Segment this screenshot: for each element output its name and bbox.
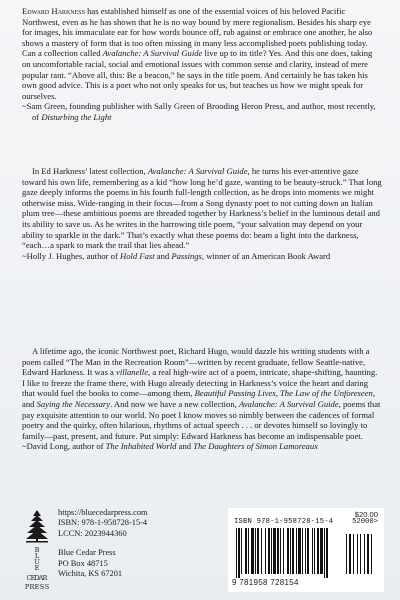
svg-text:B: B — [34, 546, 40, 554]
barcode-bar — [317, 528, 319, 574]
barcode-addon-bar — [346, 534, 347, 574]
attribution-title: Hold Fast — [119, 250, 155, 261]
barcode-bar — [255, 528, 256, 574]
svg-text:S: S — [39, 583, 45, 591]
barcode-box — [228, 508, 384, 592]
barcode-bar — [277, 528, 279, 574]
barcode-bar — [280, 528, 281, 574]
attribution-title: The Daughters of Simon Lamoreaux — [193, 441, 318, 452]
publisher-city: Wichita, KS 67201 — [58, 569, 123, 579]
barcode-digits: 9 781958 728154 — [232, 578, 299, 587]
barcode-addon-bar — [360, 534, 361, 574]
publisher-lccn: LCCN: 2023944360 — [58, 528, 127, 538]
barcode-bar — [307, 528, 309, 574]
svg-text:R: R — [29, 583, 35, 591]
barcode-bar — [241, 528, 242, 574]
book-title: Avalanche: A Survival Guide — [102, 48, 203, 59]
svg-text:E: E — [34, 583, 40, 591]
barcode-bar — [257, 528, 259, 574]
blurb-attribution — [22, 101, 382, 122]
blurb-text: , he turns his ever-attentive gaze toward his own life, remembering as a kid “how long he’d gaze, wanting to be beauty-struck.” That long gaze deeply informs the poems in his fourth full-length collection, as he drops into moments we might otherwise miss. Wide-ranging in their focus—from a Song dynasty poet to not cutting down an Italian plum tree—these ambitious poems are threaded together by Harkness’s belief in the luminous detail and its ability to save us. As he writes in the harrowing title poem, “your salvation may depend on your ability to sparkle in the dark.” That’s exactly what these poems do: beam a light into the darkness, “each…a spark to mark the trail that lies ahead.” — [22, 166, 382, 251]
publisher-info — [58, 508, 148, 579]
barcode-addon-bar — [349, 534, 351, 574]
conjunction: , and — [22, 388, 375, 409]
barcode-bar — [324, 528, 325, 578]
attribution-text: , winner of an American Book Award — [201, 250, 331, 261]
attribution-text: ~David Long, author of — [22, 441, 106, 452]
barcode-addon-bar — [364, 534, 365, 574]
barcode-bar — [283, 528, 284, 574]
attribution-text: ~Sam Green, founding publisher with Sally Green of Brooding Heron Press, and author, most recently, of — [22, 101, 376, 122]
svg-text:L: L — [34, 552, 40, 560]
attribution-text: and — [176, 441, 194, 452]
barcode-bar — [312, 528, 313, 574]
barcode-bar — [238, 528, 240, 578]
attribution-text: and — [154, 250, 172, 261]
barcode-bar — [290, 528, 291, 574]
barcode-addon-bar — [353, 534, 354, 574]
blurb-attribution — [22, 441, 382, 452]
svg-text:C: C — [26, 574, 32, 582]
barcode-bar — [292, 528, 294, 574]
price: $20.00 — [354, 510, 378, 519]
attribution-title: Passings — [171, 250, 202, 261]
book-title: Beautiful Passing Lives — [194, 388, 276, 399]
publisher-pobox: PO Box 48715 — [58, 558, 108, 568]
barcode-bar — [271, 528, 272, 574]
svg-text:E: E — [34, 564, 40, 572]
svg-text:P: P — [24, 583, 30, 591]
book-title: The Law of the Unforeseen — [280, 388, 373, 399]
barcode-bar — [261, 528, 262, 574]
svg-text:S: S — [44, 583, 50, 591]
svg-text:R: R — [42, 574, 48, 582]
svg-text:U: U — [34, 558, 40, 566]
barcode-bar — [302, 528, 303, 574]
publisher-name: Blue Cedar Press — [58, 548, 116, 558]
blurb-text: has established himself as one of the essential voices of his beloved Pacific Northwest, even as he has shown that he is no way bound by mere regionalism. Besides his sharp eye for images, his immaculate ear for how words bounce off, rub against or embrace one another, he also shows a mastery of form that is too often missing in many less accomplished poets publishing today. Can a collection called — [22, 6, 373, 59]
barcode-addon-bar — [367, 534, 369, 574]
barcode-bar — [251, 528, 254, 574]
barcode-bar — [296, 528, 297, 574]
barcode-bar — [245, 528, 247, 574]
svg-text:A: A — [38, 574, 44, 582]
svg-text:D: D — [34, 574, 40, 582]
blurb-sam-green — [22, 6, 382, 123]
attribution-title: Disturbing the Light — [41, 111, 112, 122]
barcode-bar — [320, 528, 323, 574]
barcode-isbn-label: ISBN 978-1-958728-15-4 — [234, 518, 334, 526]
blurb-attribution — [22, 251, 382, 262]
blurb-david-long — [22, 346, 382, 452]
blurb-holly-hughes — [22, 166, 382, 261]
attribution-title: The Inhabited World — [105, 441, 177, 452]
book-title: Avalanche: A Survival Guide — [147, 166, 248, 176]
blurb-text: , poems that pay exquisite attention to our world. No poet I know moves so nimbly between the cadences of formal poetry and the quirky, often hilarious, rhythms of actual speech . . . or devotes himself so lovingly to family—past, present, and future. Put simply: Edward Harkness has become an indispensable poet. — [22, 398, 381, 441]
barcode-bar — [236, 528, 237, 578]
barcode-bar — [268, 528, 270, 574]
barcode-bar — [305, 528, 306, 574]
blurb-lead-name: Edward Harkness — [22, 6, 85, 16]
barcode-bar — [273, 528, 276, 574]
blurb-text: . And now we have a new collection, — [110, 398, 239, 409]
publisher-block — [22, 508, 222, 598]
blurb-text: , a real high-wire act of a poem, intricate, shape-shifting, haunting. I like to freeze the frame there, with Hugo already detecting in Harkness’s voice the heart and daring that would fuel the books to come—among them, — [22, 367, 378, 399]
barcode-bar — [326, 528, 328, 578]
barcode-addon-bar — [357, 534, 358, 574]
publisher-isbn: ISBN: 978-1-958728-15-4 — [58, 518, 148, 528]
punctuation: , — [275, 388, 281, 399]
barcode-addon-bar — [371, 534, 372, 574]
barcode-bar — [287, 528, 289, 574]
blurb-text: live up to its title? Yes. And this one does, taking on uncomfortable racial, social and emotional issues with common sense and clarity, instead of mere popular rant. “Above all, this: Be a beacon,” he says in the title poem. And certainly he has taken his own good advice. This is a poet who not only speaks for us, but teaches us how we might speak for ourselves. — [22, 48, 373, 101]
publisher-url[interactable]: https://bluecedarpress.com — [58, 508, 148, 517]
barcode-addon-number: 52000> — [352, 518, 378, 526]
barcode-bar — [265, 528, 266, 574]
barcode-bar — [248, 528, 249, 574]
blue-cedar-press-logo — [22, 508, 52, 594]
book-title: Saying the Necessary — [36, 398, 111, 409]
blurb-text: In Ed Harkness’ latest collection, — [32, 166, 148, 176]
attribution-text: ~Holly J. Hughes, author of — [22, 250, 120, 261]
book-title: Avalanche: A Survival Guide — [238, 398, 339, 409]
barcode-bar — [298, 528, 301, 574]
barcode-bar — [314, 528, 315, 574]
svg-text:E: E — [30, 574, 36, 582]
blurb-text: A lifetime ago, the iconic Northwest poet, Richard Hugo, would dazzle his writing students with a poem called “The Man in the Recreation Room”—written by recent graduate, fellow Seattle-native, Edward Harkness. It was a — [22, 346, 370, 378]
italic-term: villanelle — [116, 367, 149, 378]
